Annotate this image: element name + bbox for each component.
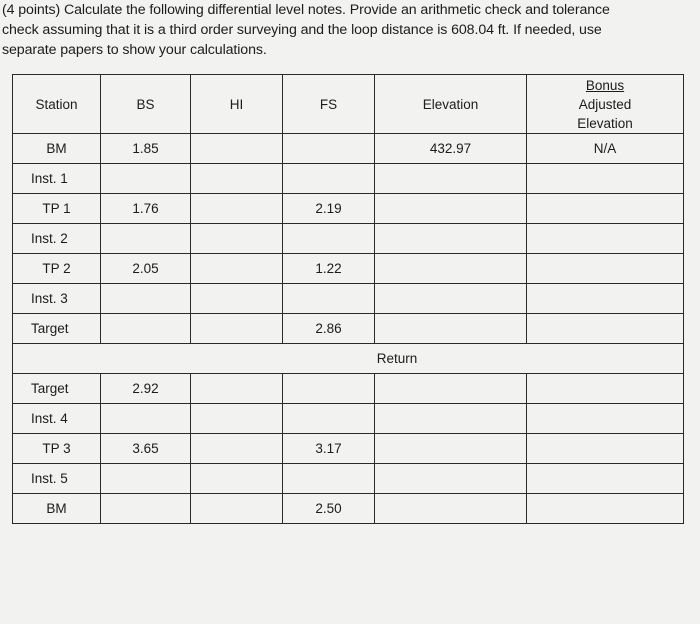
fs-cell [283, 464, 375, 494]
table-row [13, 134, 684, 164]
elevation-cell: 432.97 [375, 134, 527, 164]
elevation-cell [375, 224, 527, 254]
table-row [13, 314, 684, 344]
fs-cell: 2.19 [283, 194, 375, 224]
elevation-cell [375, 194, 527, 224]
fs-cell: 2.50 [283, 494, 375, 524]
table-row [13, 374, 684, 404]
header-elevation: Elevation [375, 75, 527, 134]
table-row [13, 254, 684, 284]
hi-cell [191, 284, 283, 314]
elevation-cell [375, 164, 527, 194]
station-cell: TP 2 [13, 254, 101, 284]
elevation-cell [375, 284, 527, 314]
bs-cell: 3.65 [101, 434, 191, 464]
table-row [13, 164, 684, 194]
bs-cell [101, 224, 191, 254]
problem-line-1: (4 points) Calculate the following differential level notes. Provide an arithmetic check and tolerance [2, 2, 610, 18]
table-row [13, 224, 684, 254]
hi-cell [191, 224, 283, 254]
problem-line-2: check assuming that it is a third order surveying and the loop distance is 608.04 ft. If needed, use [2, 22, 602, 38]
header-station: Station [13, 75, 101, 134]
station-cell: Inst. 4 [13, 404, 101, 434]
hi-cell [191, 404, 283, 434]
bs-cell [101, 404, 191, 434]
bs-cell [101, 464, 191, 494]
table-row [13, 464, 684, 494]
fs-cell: 2.86 [283, 314, 375, 344]
bs-cell: 2.92 [101, 374, 191, 404]
hi-cell [191, 494, 283, 524]
problem-line-3: separate papers to show your calculations. [2, 42, 267, 58]
adjusted-elevation-cell [527, 404, 684, 434]
header-fs: FS [283, 75, 375, 134]
bs-cell [101, 314, 191, 344]
elevation-cell [375, 494, 527, 524]
header-bonus-adjusted-elevation [527, 75, 684, 134]
adjusted-elevation-cell [527, 374, 684, 404]
hi-cell [191, 134, 283, 164]
hi-cell [191, 434, 283, 464]
adjusted-elevation-cell [527, 284, 684, 314]
station-cell: Inst. 5 [13, 464, 101, 494]
adjusted-elevation-cell [527, 464, 684, 494]
adjusted-elevation-cell [527, 194, 684, 224]
return-row [13, 344, 684, 374]
station-cell: Target [13, 314, 101, 344]
header-hi: HI [191, 75, 283, 134]
fs-cell [283, 374, 375, 404]
bs-cell: 1.76 [101, 194, 191, 224]
elevation-cell [375, 464, 527, 494]
table-row [13, 404, 684, 434]
bs-cell: 2.05 [101, 254, 191, 284]
table-row [13, 284, 684, 314]
elevation-cell [375, 314, 527, 344]
hi-cell [191, 464, 283, 494]
fs-cell: 3.17 [283, 434, 375, 464]
fs-cell [283, 284, 375, 314]
station-cell: Target [13, 374, 101, 404]
station-cell: TP 1 [13, 194, 101, 224]
adjusted-elevation-cell [527, 314, 684, 344]
header-adjusted: Adjusted [578, 96, 632, 112]
station-cell: Inst. 3 [13, 284, 101, 314]
elevation-cell [375, 254, 527, 284]
adjusted-elevation-cell [527, 224, 684, 254]
hi-cell [191, 314, 283, 344]
table-row [13, 494, 684, 524]
hi-cell [191, 254, 283, 284]
fs-cell [283, 404, 375, 434]
hi-cell [191, 194, 283, 224]
fs-cell [283, 134, 375, 164]
elevation-cell [375, 374, 527, 404]
table-row [13, 434, 684, 464]
adjusted-elevation-cell [527, 494, 684, 524]
bs-cell [101, 494, 191, 524]
fs-cell: 1.22 [283, 254, 375, 284]
fs-cell [283, 224, 375, 254]
problem-statement [2, 0, 696, 60]
header-elevation-2: Elevation [577, 115, 633, 131]
station-cell: BM [13, 494, 101, 524]
adjusted-elevation-cell [527, 254, 684, 284]
elevation-cell [375, 404, 527, 434]
header-row [13, 75, 684, 134]
adjusted-elevation-cell: N/A [527, 134, 684, 164]
header-bs: BS [101, 75, 191, 134]
level-notes-table [12, 74, 684, 524]
adjusted-elevation-cell [527, 164, 684, 194]
hi-cell [191, 374, 283, 404]
station-cell: BM [13, 134, 101, 164]
header-bonus: Bonus [585, 77, 625, 93]
hi-cell [191, 164, 283, 194]
bs-cell [101, 284, 191, 314]
station-cell: Inst. 2 [13, 224, 101, 254]
return-label: Return [376, 351, 418, 366]
table-row [13, 194, 684, 224]
adjusted-elevation-cell [527, 434, 684, 464]
fs-cell [283, 164, 375, 194]
station-cell: TP 3 [13, 434, 101, 464]
elevation-cell [375, 434, 527, 464]
bs-cell [101, 164, 191, 194]
bs-cell: 1.85 [101, 134, 191, 164]
station-cell: Inst. 1 [13, 164, 101, 194]
